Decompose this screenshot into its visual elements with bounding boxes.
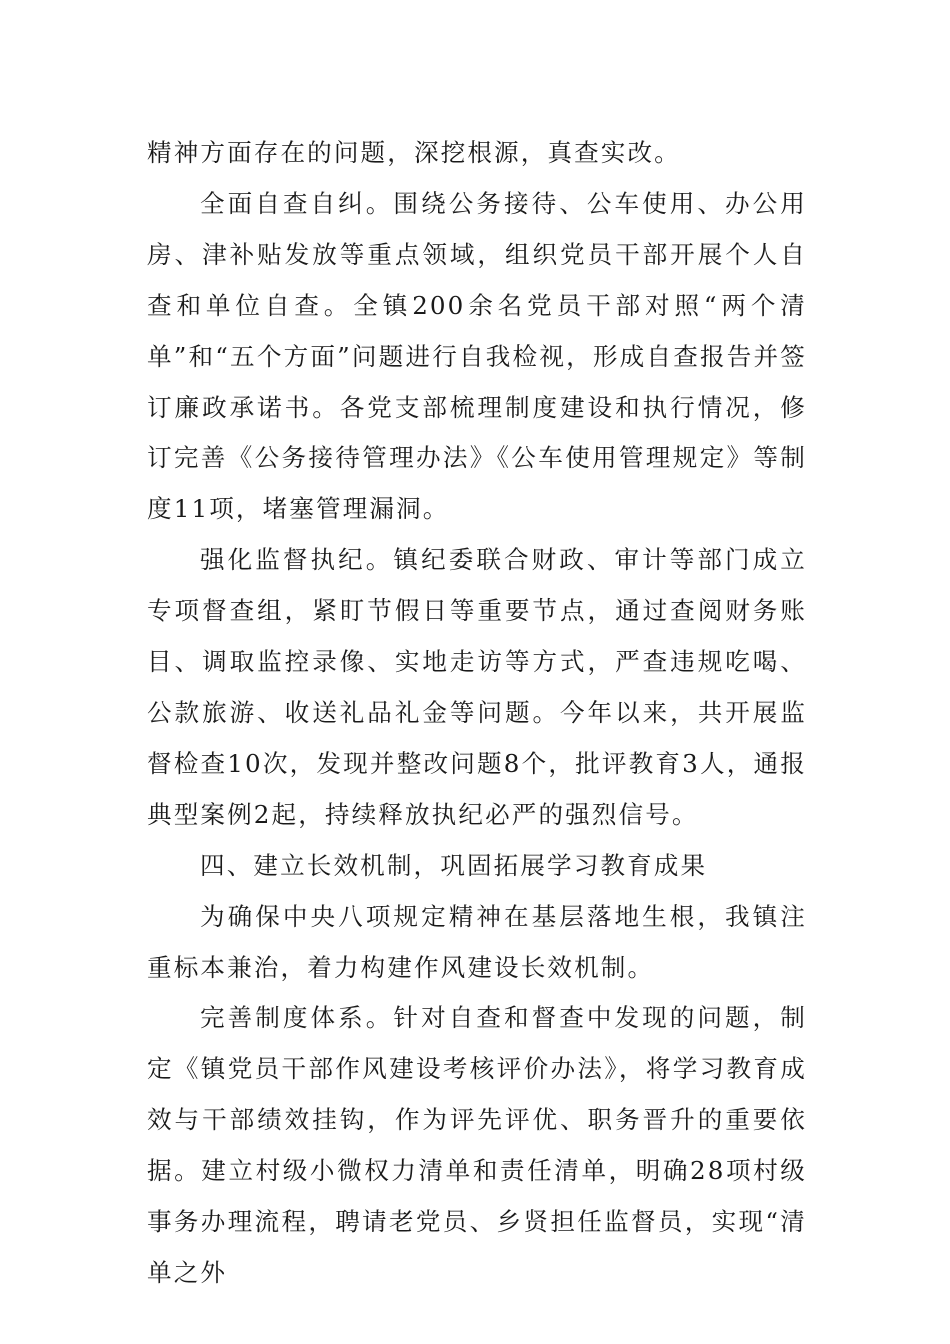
paragraph-self-inspection: 全面自查自纠。围绕公务接待、公车使用、办公用房、津补贴发放等重点领域，组织党员干部开展个人自查和单位自查。全镇200余名党员干部对照“两个清单”和“五个方面”问题进行自我检视，形成自查报告并签订廉政承诺书。各党支部梳理制度建设和执行情况，修订完善《公务接待管理办法》《公车使用管理规定》等制度11项，堵塞管理漏洞。 xyxy=(147,188,807,524)
paragraph-system-improvement: 完善制度体系。针对自查和督查中发现的问题，制定《镇党员干部作风建设考核评价办法》，将学习教育成效与干部绩效挂钩，作为评先评优、职务晋升的重要依据。建立村级小微权力清单和责任清单，明确28项村级事务办理流程，聘请老党员、乡贤担任监督员，实现“清单之外 xyxy=(147,1003,807,1287)
section-heading-long-term-mechanism: 四、建立长效机制，巩固拓展学习教育成果 xyxy=(200,850,708,880)
paragraph-continuation: 精神方面存在的问题，深挖根源，真查实改。 xyxy=(147,138,681,167)
paragraph-supervision: 强化监督执纪。镇纪委联合财政、审计等部门成立专项督查组，紧盯节假日等重要节点，通过查阅财务账目、调取监控录像、实地走访等方式，严查违规吃喝、公款旅游、收送礼品礼金等问题。今年以来，共开展监督检查10次，发现并整改问题8个，批评教育3人，通报典型案例2起，持续释放执纪必严的强烈信号。 xyxy=(147,545,807,829)
paragraph-intro-mechanism: 为确保中央八项规定精神在基层落地生根，我镇注重标本兼治，着力构建作风建设长效机制。 xyxy=(147,901,807,982)
body-text xyxy=(147,128,807,1299)
